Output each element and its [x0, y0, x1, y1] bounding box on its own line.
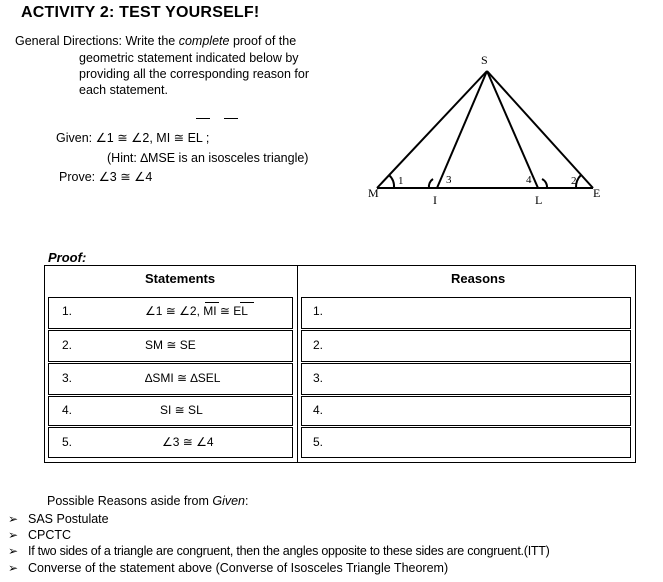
triangle-figure	[360, 45, 660, 215]
row-number: 2.	[62, 338, 73, 352]
hint-text: (Hint: ∆MSE is an isosceles triangle)	[107, 151, 309, 165]
angle-1-arc	[389, 175, 394, 188]
list-item	[8, 528, 71, 542]
vertex-label-s: S	[481, 53, 488, 67]
reason-cell[interactable]	[301, 330, 631, 362]
statement-text: ∠1 ≅ ∠2, MI ≅ EL	[145, 304, 248, 318]
arrow-bullet-icon: ➢	[8, 528, 19, 542]
vertex-label-l: L	[535, 193, 543, 207]
reason-number: 2.	[313, 338, 324, 352]
possible-reasons-suffix: :	[245, 494, 249, 508]
directions-line-1	[15, 34, 296, 48]
statement-text: SM ≅ SE	[145, 338, 196, 352]
list-item-text: If two sides of a triangle are congruent, then the angles opposite to these sides are congruent.(ITT)	[28, 544, 550, 558]
overline-mi	[205, 302, 219, 303]
possible-reasons-emphasis: Given	[212, 494, 246, 508]
reason-number: 4.	[313, 403, 324, 417]
reason-cell[interactable]	[301, 363, 631, 395]
directions-line-3: providing all the corresponding reason for	[79, 67, 309, 81]
overline-el	[224, 118, 238, 119]
directions-suffix: proof of the	[229, 34, 297, 48]
overline-el	[240, 302, 254, 303]
side-sm	[377, 71, 487, 188]
segment-sl	[487, 71, 538, 188]
segment-si	[437, 71, 487, 188]
angle-4-arc	[542, 179, 547, 188]
given-statement: Given: ∠1 ≅ ∠2, MI ≅ EL ;	[56, 131, 210, 145]
angle-3-arc	[429, 179, 433, 188]
prove-statement: Prove: ∠3 ≅ ∠4	[59, 170, 153, 184]
reason-cell[interactable]	[301, 297, 631, 329]
row-number: 4.	[62, 403, 73, 417]
list-item-text: SAS Postulate	[28, 512, 109, 526]
row-number: 3.	[62, 371, 73, 385]
statements-header: Statements	[145, 271, 216, 286]
list-item-text: CPCTC	[28, 528, 72, 542]
reason-number: 1.	[313, 304, 324, 318]
list-item	[8, 512, 109, 526]
reasons-header: Reasons	[451, 271, 506, 286]
directions-line-4: each statement.	[79, 83, 168, 97]
reason-number: 5.	[313, 435, 324, 449]
arrow-bullet-icon: ➢	[8, 561, 19, 575]
directions-prefix: General Directions: Write the	[15, 34, 179, 48]
side-se	[487, 71, 593, 188]
statement-text: ∠3 ≅ ∠4	[162, 435, 214, 449]
possible-reasons-prefix: Possible Reasons aside from	[47, 494, 213, 508]
overline-mi	[196, 118, 210, 119]
angle-label-2: 2	[571, 175, 577, 187]
statement-text: ∆SMI ≅ ∆SEL	[145, 371, 221, 385]
angle-label-3: 3	[446, 174, 452, 186]
arrow-bullet-icon: ➢	[8, 544, 18, 558]
list-item-text: Converse of the statement above (Converse of Isosceles Triangle Theorem)	[28, 561, 449, 575]
directions-line-2: geometric statement indicated below by	[79, 51, 299, 65]
possible-reasons-title	[47, 494, 249, 508]
vertex-label-m: M	[368, 186, 379, 200]
row-number: 1.	[62, 304, 73, 318]
vertex-label-i: I	[433, 193, 437, 207]
reason-cell[interactable]	[301, 427, 631, 458]
list-item	[8, 561, 448, 575]
directions-emphasis: complete	[178, 34, 230, 48]
reason-number: 3.	[313, 371, 324, 385]
arrow-bullet-icon: ➢	[8, 512, 19, 526]
list-item	[8, 544, 550, 558]
vertex-label-e: E	[593, 186, 601, 200]
angle-label-1: 1	[398, 175, 404, 187]
row-number: 5.	[62, 435, 73, 449]
activity-title: ACTIVITY 2: TEST YOURSELF!	[21, 4, 260, 21]
proof-label: Proof:	[48, 250, 87, 265]
proof-table-divider	[297, 265, 298, 463]
angle-label-4: 4	[526, 174, 532, 186]
statement-text: SI ≅ SL	[160, 403, 203, 417]
angle-2-arc	[576, 175, 581, 188]
reason-cell[interactable]	[301, 396, 631, 426]
